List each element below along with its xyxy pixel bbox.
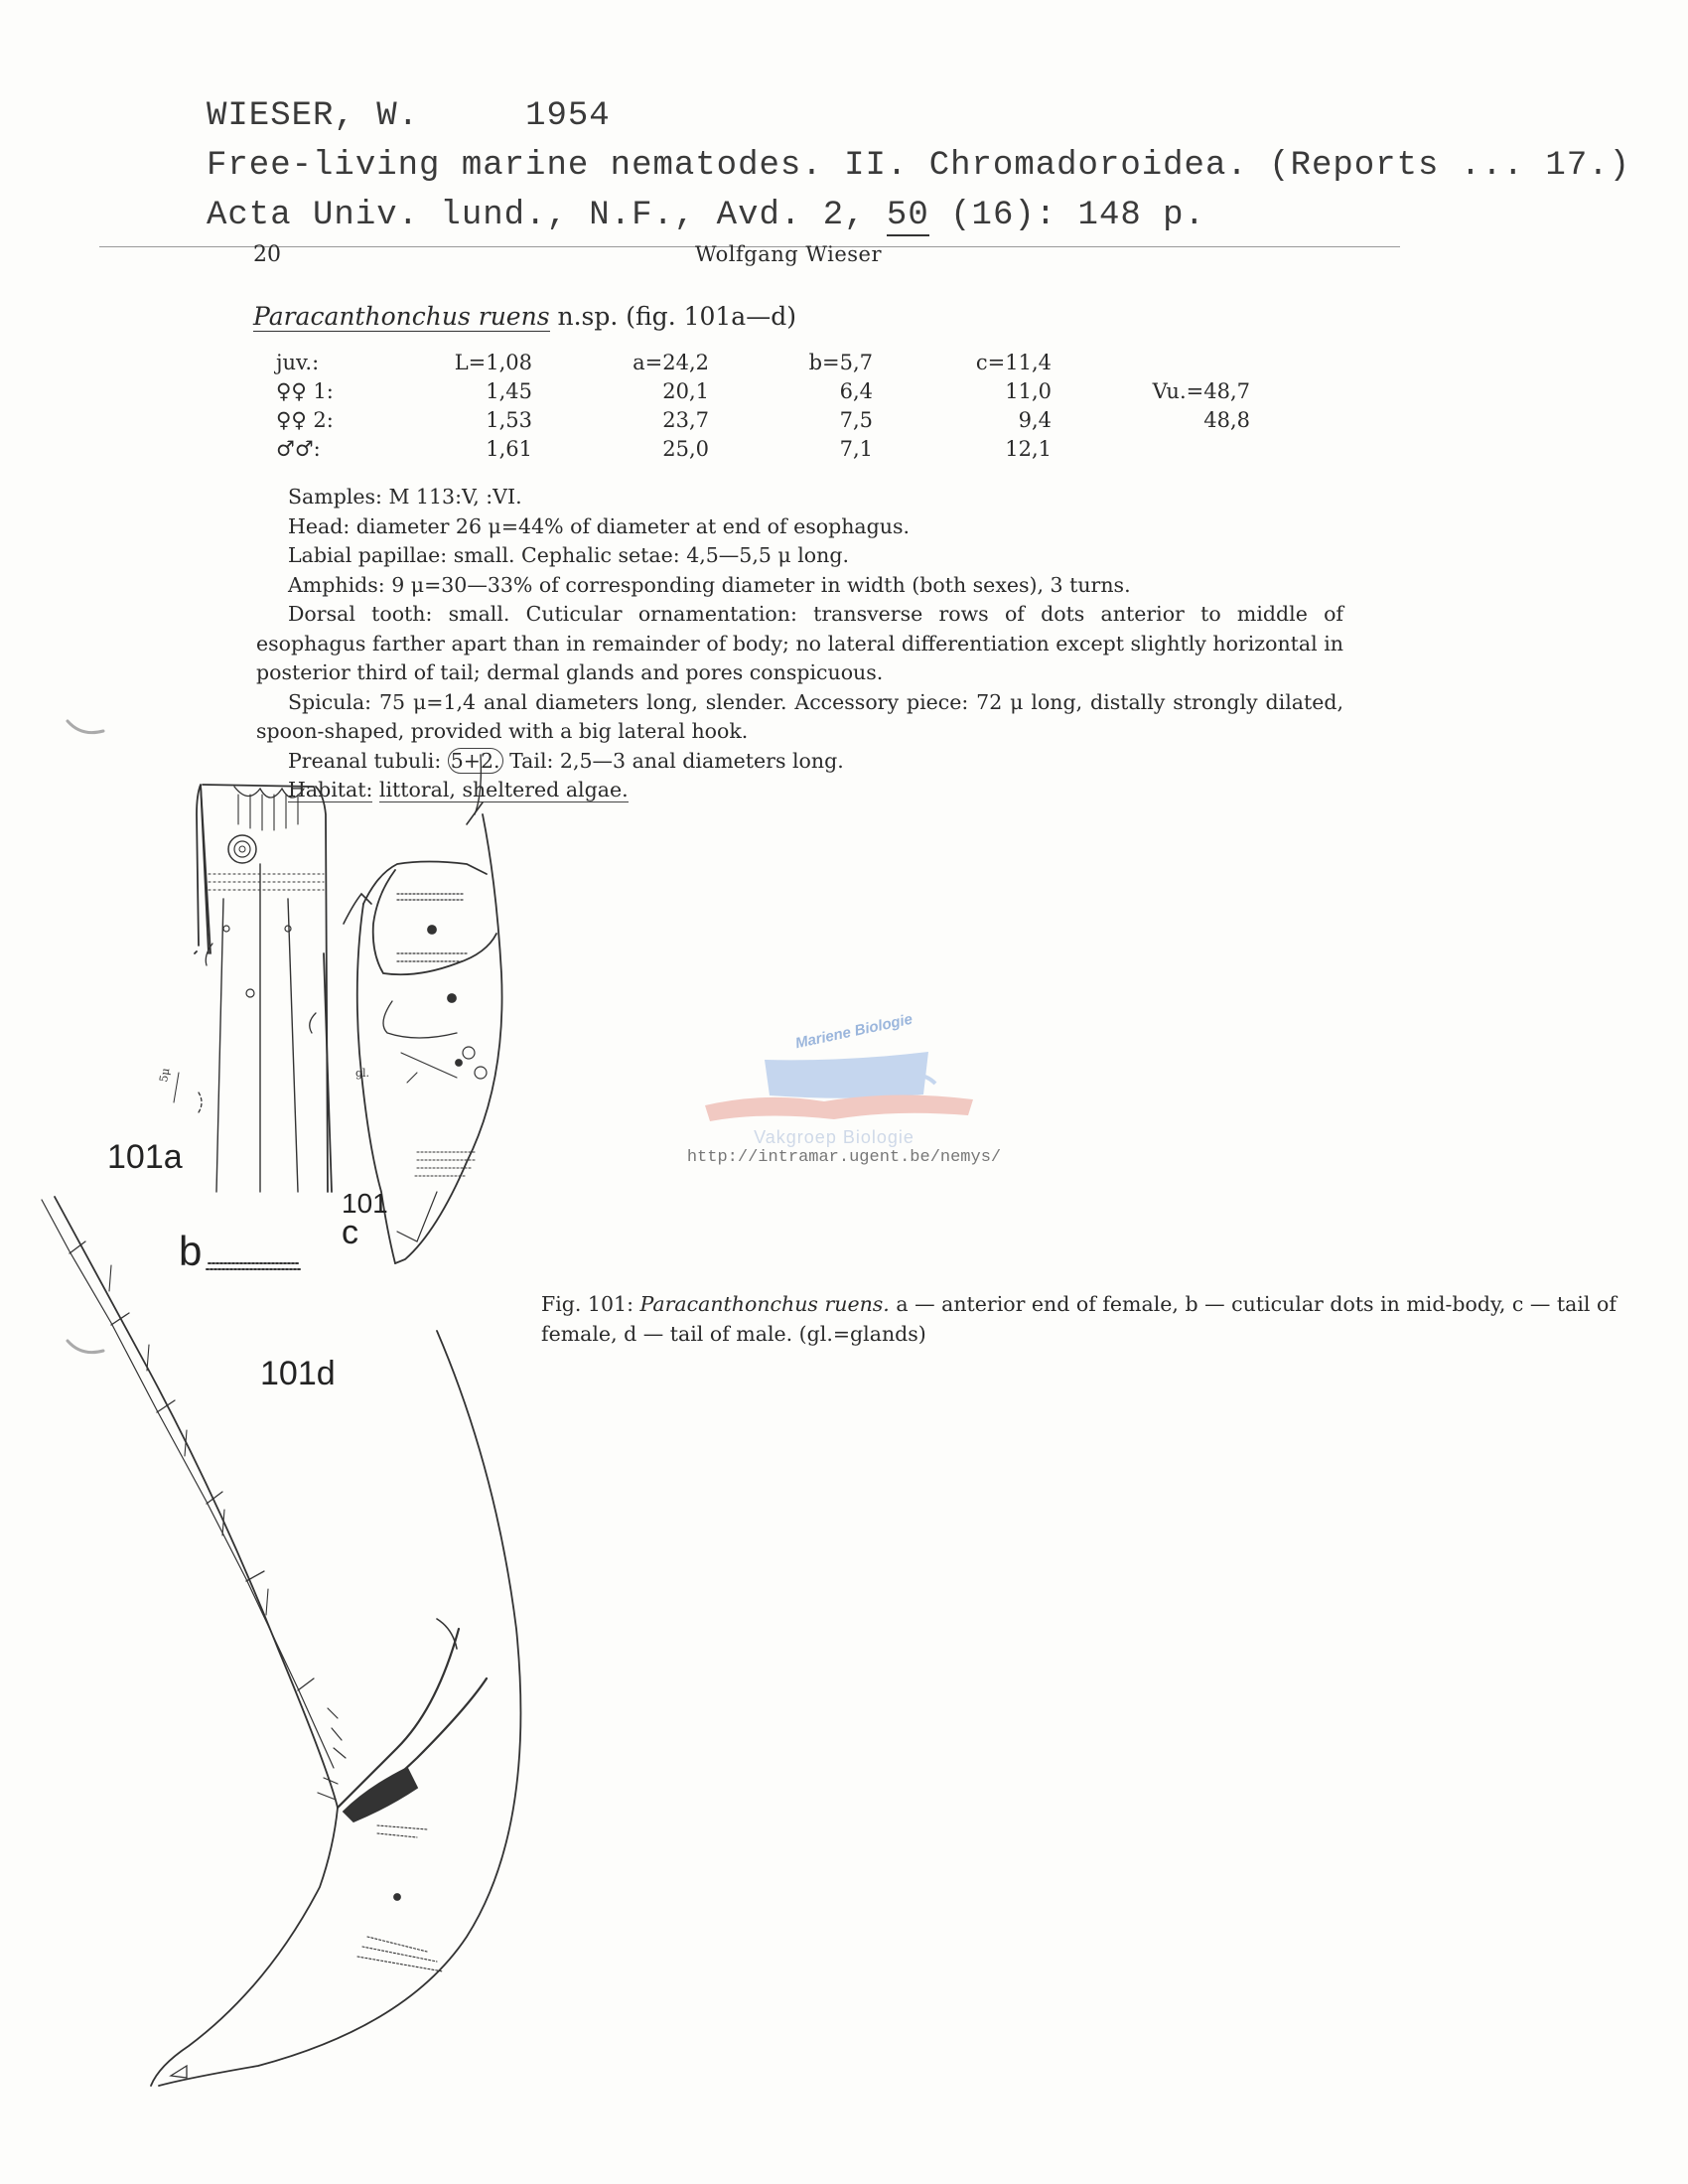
drawing-101d-male-tail <box>42 1197 520 2086</box>
tail-text: Tail: 2,5—3 anal diameters long. <box>509 748 844 773</box>
watermark-logo <box>675 1010 993 1148</box>
figure-caption <box>541 1289 1638 1349</box>
measurement-a: 25,0 <box>662 436 709 461</box>
measurement-L: L=1,08 <box>454 350 532 374</box>
reference-author: WIESER, W. <box>207 97 420 135</box>
measurement-label: ♀♀ 2: <box>276 407 334 432</box>
punch-hole-mark <box>68 1341 103 1353</box>
species-suffix: n.sp. (fig. 101a—d) <box>557 302 796 331</box>
desc-labial: Labial papillae: small. Cephalic setae: 4,5—5,5 μ long. <box>288 543 849 567</box>
desc-spicula: Spicula: 75 μ=1,4 anal diameters long, slender. Accessory piece: 72 μ long, distally strongly dilated, spoon-shaped, provided with a big lateral hook. <box>256 689 1343 743</box>
measurement-label: ♀♀ 1: <box>276 378 334 403</box>
measurement-a: a=24,2 <box>633 350 709 374</box>
svg-text:gl.: gl. <box>355 1067 370 1080</box>
measurement-c: 9,4 <box>1018 407 1052 432</box>
species-name: Paracanthonchus ruens <box>253 302 550 331</box>
measurement-b: b=5,7 <box>808 350 873 374</box>
measurement-c: 11,0 <box>1005 378 1052 403</box>
reference-volume: 50 <box>886 197 929 234</box>
figure-label-101c-number: 101 <box>342 1188 388 1219</box>
page-number: 20 <box>253 242 281 267</box>
measurement-L: 1,61 <box>486 436 532 461</box>
measurement-c: c=11,4 <box>975 350 1052 374</box>
measurement-b: 6,4 <box>839 378 873 403</box>
drawing-101a-anterior-end <box>157 785 332 1192</box>
preanal-value: 5+2. <box>448 748 503 774</box>
measurement-c: 12,1 <box>1005 436 1052 461</box>
figure-label-101a: 101a <box>107 1138 183 1176</box>
preanal-label: Preanal tubuli: <box>288 748 442 773</box>
running-author: Wolfgang Wieser <box>695 242 882 266</box>
measurement-label: ♂♂: <box>276 436 321 461</box>
caption-species: Paracanthonchus ruens. <box>639 1292 890 1316</box>
habitat-label: Habitat: <box>288 778 373 801</box>
measurement-b: 7,1 <box>839 436 873 461</box>
desc-samples: Samples: M 113:V, :VI. <box>288 485 522 509</box>
measurement-a: 23,7 <box>662 407 709 432</box>
desc-head: Head: diameter 26 μ=44% of diameter at end of esophagus. <box>288 513 911 538</box>
figure-label-b: b <box>179 1228 203 1274</box>
caption-prefix: Fig. 101: <box>541 1292 633 1316</box>
watermark-url: http://intramar.ugent.be/nemys/ <box>686 1148 1002 1167</box>
reference-year: 1954 <box>525 97 611 135</box>
measurement-label: juv.: <box>276 350 320 374</box>
reference-title: Free-living marine nematodes. II. Chromadoroidea. (Reports ... 17.) <box>207 147 1631 185</box>
figure-label-101d: 101d <box>260 1355 336 1392</box>
measurement-L: 1,53 <box>486 407 532 432</box>
habitat-value: littoral, sheltered algae. <box>378 778 629 801</box>
desc-amphids: Amphids: 9 μ=30—33% of corresponding diameter in width (both sexes), 3 turns. <box>288 572 1131 597</box>
figure-label-101c-letter: c <box>342 1214 358 1251</box>
svg-text:5μ: 5μ <box>157 1067 173 1084</box>
watermark-title: Mariene Biologie <box>793 1010 914 1053</box>
caption-text: a — anterior end of female, b — cuticular dots in mid-body, c — tail of female, d — tail of male. (gl.=glands) <box>541 1292 1617 1346</box>
desc-dorsal: Dorsal tooth: small. Cuticular ornamentation: transverse rows of dots anterior to middle of esophagus farther apart than in remainder of body; no lateral differentiation except slightly horizontal in posterior third of tail; dermal glands and pores conspicuous. <box>256 602 1343 684</box>
drawing-101b-cuticular-dots <box>207 1263 302 1269</box>
measurement-b: 7,5 <box>839 407 873 432</box>
watermark-subtitle: Vakgroep Biologie <box>754 1127 914 1147</box>
measurement-a: 20,1 <box>662 378 709 403</box>
punch-hole-mark <box>68 721 103 733</box>
measurement-vu: 48,8 <box>1203 407 1250 432</box>
reference-issue-pages: (16): 148 p. <box>950 197 1205 234</box>
measurement-vu: Vu.=48,7 <box>1152 378 1250 403</box>
reference-journal: Acta Univ. lund., N.F., Avd. 2, <box>207 197 866 234</box>
measurement-L: 1,45 <box>486 378 532 403</box>
figure-label-101c <box>342 1188 388 1251</box>
